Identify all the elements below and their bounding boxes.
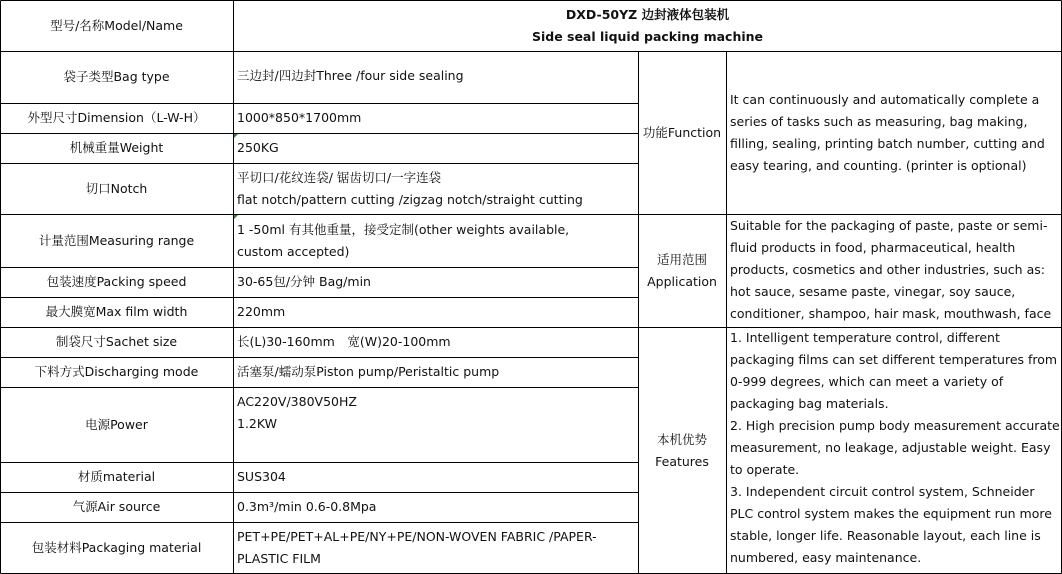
- power-wattage: 1.2KW: [237, 416, 277, 431]
- features-list: [726, 327, 1062, 574]
- function-label: 功能Function: [642, 124, 722, 140]
- spec-label-power: 电源Power: [85, 416, 148, 432]
- feature-item: 1. Intelligent temperature control, different packaging films can set different temperatures from 0-999 degrees, which can meet a variety of packaging bag materials.: [730, 330, 1058, 411]
- model-name-en: Side seal liquid packing machine: [531, 28, 764, 44]
- model-title: [233, 0, 1062, 51]
- application-label-cn: 适用范围: [656, 251, 707, 267]
- feature-item: 3. Independent circuit control system, Schneider PLC control system makes the equipment run more stable, longer life. Reasonable layout, each line is numbered, easy maintenance.: [730, 484, 1052, 565]
- spec-value-notch: [233, 163, 638, 214]
- cell-marker: [234, 134, 238, 138]
- application-label: [638, 214, 726, 327]
- spec-value-film-width: 220mm: [237, 304, 286, 319]
- spec-label-sachet-size: 制袋尺寸Sachet size: [55, 334, 178, 349]
- function-text: It can continuously and automatically complete a series of tasks such as measuring, bag making, filling, sealing, printing batch number, cutting and easy tearing, and counting. (printer is optional): [730, 92, 1045, 173]
- spec-label-packaging-material: 包装材料Packaging material: [31, 540, 202, 555]
- spec-value-bag-type: 三边封/四边封Three /four side sealing: [237, 68, 464, 83]
- spec-value-air-source: 0.3m³/min 0.6-0.8Mpa: [237, 499, 377, 514]
- spec-label-packing-speed: 包装速度Packing speed: [46, 274, 187, 289]
- spec-value-material: SUS304: [237, 469, 286, 484]
- spec-label-dimension: 外型尺寸Dimension（L-W-H）: [27, 110, 206, 125]
- features-label-en: Features: [655, 453, 709, 469]
- spec-label-weight: 机械重量Weight: [69, 140, 164, 155]
- spec-value-packaging-material: PET+PE/PET+AL+PE/NY+PE/NON-WOVEN FABRIC /PAPER-PLASTIC FILM: [237, 529, 597, 566]
- spec-value-discharging-mode: 活塞泵/蠕动泵Piston pump/Peristaltic pump: [237, 364, 500, 379]
- spec-value-packing-speed: 30-65包/分钟 Bag/min: [237, 274, 371, 289]
- spec-value-dimension: 1000*850*1700mm: [237, 110, 362, 125]
- features-label-cn: 本机优势: [656, 431, 707, 447]
- model-code: DXD-50YZ 边封液体包装机: [565, 6, 730, 22]
- spec-label-notch: 切口Notch: [85, 180, 148, 196]
- spec-label-bag-type: 袋子类型Bag type: [63, 69, 170, 84]
- spec-value-weight: 250KG: [237, 140, 279, 155]
- spec-value-sachet-size: 长(L)30-160mm 宽(W)20-100mm: [237, 334, 451, 349]
- feature-item: 2. High precision pump body measurement accurate measurement, no leakage, adjustable weight. Easy to operate.: [730, 418, 1060, 477]
- features-label: [638, 327, 726, 574]
- model-name-label: 型号/名称Model/Name: [50, 17, 183, 33]
- spec-label-air-source: 气源Air source: [72, 499, 161, 514]
- application-label-en: Application: [647, 273, 717, 289]
- spec-label-material: 材质material: [77, 469, 156, 484]
- notch-line-cn: 平切口/花纹连袋/ 锯齿切口/一字连袋: [237, 170, 442, 185]
- spec-label-measuring-range: 计量范围Measuring range: [38, 232, 195, 248]
- spec-value-power: [233, 387, 638, 462]
- power-voltage: AC220V/380V50HZ: [237, 394, 357, 409]
- notch-line-en: flat notch/pattern cutting /zigzag notch/straight cutting: [237, 192, 583, 207]
- spec-label-discharging-mode: 下料方式Discharging mode: [34, 364, 199, 379]
- application-text: Suitable for the packaging of paste, paste or semi-fluid products in food, pharmaceutical, health products, cosmetics and other industries, such as: hot sauce, sesame paste, vinegar, soy sauce, conditioner, shampoo, hair mask, mouthwash, face: [730, 218, 1052, 321]
- spec-label-film-width: 最大膜宽Max film width: [45, 304, 188, 319]
- spec-value-measuring-range: 1 -50ml 有其他重量，接受定制(other weights available, custom accepted): [237, 222, 570, 259]
- cell-marker: [234, 215, 238, 219]
